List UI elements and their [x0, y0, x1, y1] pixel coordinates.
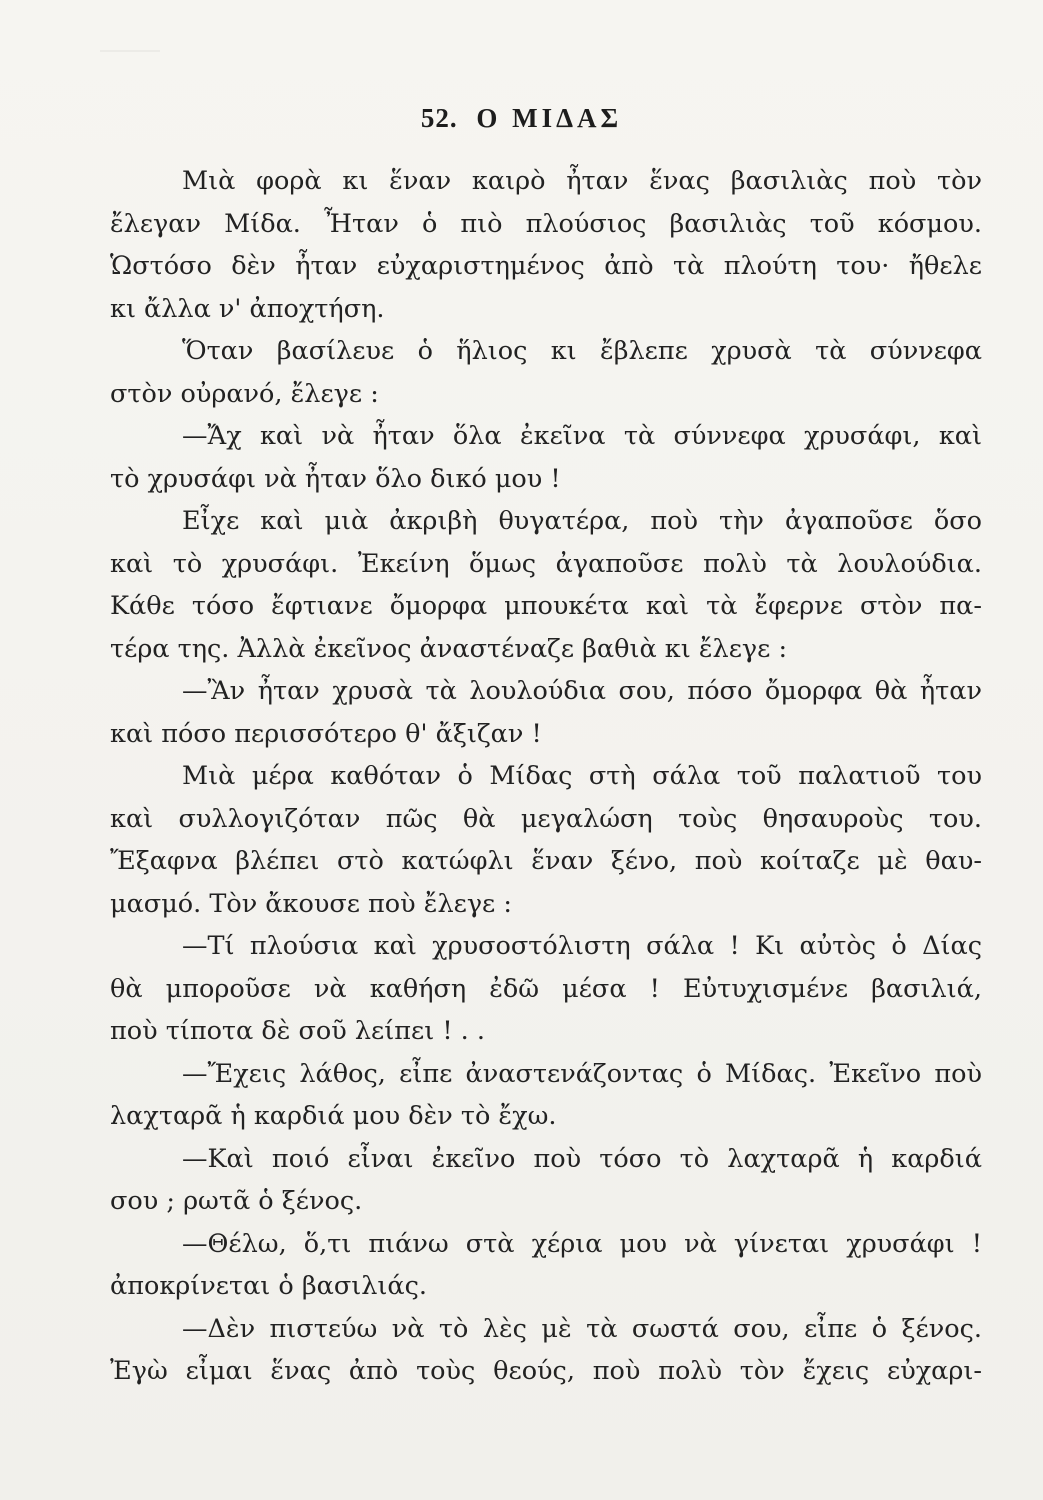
text-line: Εἶχε καὶ μιὰ ἀκριβὴ θυγατέρα, ποὺ τὴν ἀγαποῦσε ὅσο	[182, 506, 982, 536]
text-line: κι ἄλλα ν' ἀποχτήση.	[110, 293, 385, 324]
text-line: Ὡστόσο δὲν ἦταν εὐχαριστημένος ἀπὸ τὰ πλούτη του· ἤθελε	[110, 251, 982, 281]
text-line: ἔλεγαν Μίδα. Ἦταν ὁ πιὸ πλούσιος βασιλιὰς τοῦ κόσμου.	[110, 208, 982, 239]
text-line: Ὅταν βασίλευε ὁ ἥλιος κι ἔβλεπε χρυσὰ τὰ σύννεφα	[182, 336, 982, 366]
text-line: ποὺ τίποτα δὲ σοῦ λείπει ! . .	[110, 1016, 485, 1046]
text-line: σου ; ρωτᾶ ὁ ξένος.	[110, 1186, 363, 1216]
text-line: —Ἔχεις λάθος, εἶπε ἀναστενάζοντας ὁ Μίδας. Ἐκεῖνο ποὺ	[182, 1058, 982, 1089]
chapter-title: Ο ΜΙΔΑΣ	[476, 103, 623, 133]
text-line: Ἐγὼ εἶμαι ἕνας ἀπὸ τοὺς θεούς, ποὺ πολὺ τὸν ἔχεις εὐχαρι-	[110, 1356, 982, 1386]
text-line: μασμό. Τὸν ἄκουσε ποὺ ἔλεγε :	[110, 888, 512, 919]
text-line: Ἔξαφνα βλέπει στὸ κατώφλι ἕναν ξένο, ποὺ κοίταζε μὲ θαυ-	[110, 846, 982, 876]
text-line: τέρα της. Ἀλλὰ ἐκεῖνος ἀναστέναζε βαθιὰ κι ἔλεγε :	[110, 633, 788, 664]
text-line: Κάθε τόσο ἔφτιανε ὄμορφα μπουκέτα καὶ τὰ ἔφερνε στὸν πα-	[110, 591, 982, 621]
text-line: καὶ συλλογιζόταν πῶς θὰ μεγαλώση τοὺς θησαυροὺς του.	[110, 803, 982, 834]
bleed-through-mark	[100, 22, 160, 52]
text-line: Μιὰ μέρα καθόταν ὁ Μίδας στὴ σάλα τοῦ παλατιοῦ του	[182, 761, 982, 791]
text-line: καὶ πόσο περισσότερο θ' ἄξιζαν !	[110, 718, 542, 749]
chapter-heading	[0, 103, 1043, 134]
chapter-number: 52.	[420, 103, 458, 133]
text-line: —Ἄχ καὶ νὰ ἦταν ὅλα ἐκεῖνα τὰ σύννεφα χρυσάφι, καὶ	[182, 421, 982, 451]
text-line: στὸν οὐρανό, ἔλεγε :	[110, 378, 379, 409]
text-line: —Τί πλούσια καὶ χρυσοστόλιστη σάλα ! Κι αὐτὸς ὁ Δίας	[182, 931, 982, 961]
text-line: θὰ μποροῦσε νὰ καθήση ἐδῶ μέσα ! Εὐτυχισμένε βασιλιά,	[110, 973, 982, 1004]
text-line: —Ἂν ἦταν χρυσὰ τὰ λουλούδια σου, πόσο ὄμορφα θὰ ἦταν	[182, 676, 982, 706]
text-line: —Καὶ ποιό εἶναι ἐκεῖνο ποὺ τόσο τὸ λαχταρᾶ ἡ καρδιά	[182, 1143, 982, 1174]
story-text	[110, 160, 982, 1393]
text-line: ἀποκρίνεται ὁ βασιλιάς.	[110, 1271, 427, 1301]
text-line: λαχταρᾶ ἡ καρδιά μου δὲν τὸ ἔχω.	[110, 1101, 557, 1131]
text-line: —Δὲν πιστεύω νὰ τὸ λὲς μὲ τὰ σωστά σου, εἶπε ὁ ξένος.	[182, 1313, 982, 1344]
text-line: καὶ τὸ χρυσάφι. Ἐκείνη ὅμως ἀγαποῦσε πολὺ τὰ λουλούδια.	[110, 548, 982, 579]
text-line: Μιὰ φορὰ κι ἕναν καιρὸ ἦταν ἕνας βασιλιὰς ποὺ τὸν	[182, 166, 982, 196]
text-line: —Θέλω, ὅ,τι πιάνω στὰ χέρια μου νὰ γίνεται χρυσάφι !	[182, 1228, 982, 1259]
text-line: τὸ χρυσάφι νὰ ἦταν ὅλο δικό μου !	[110, 463, 561, 494]
